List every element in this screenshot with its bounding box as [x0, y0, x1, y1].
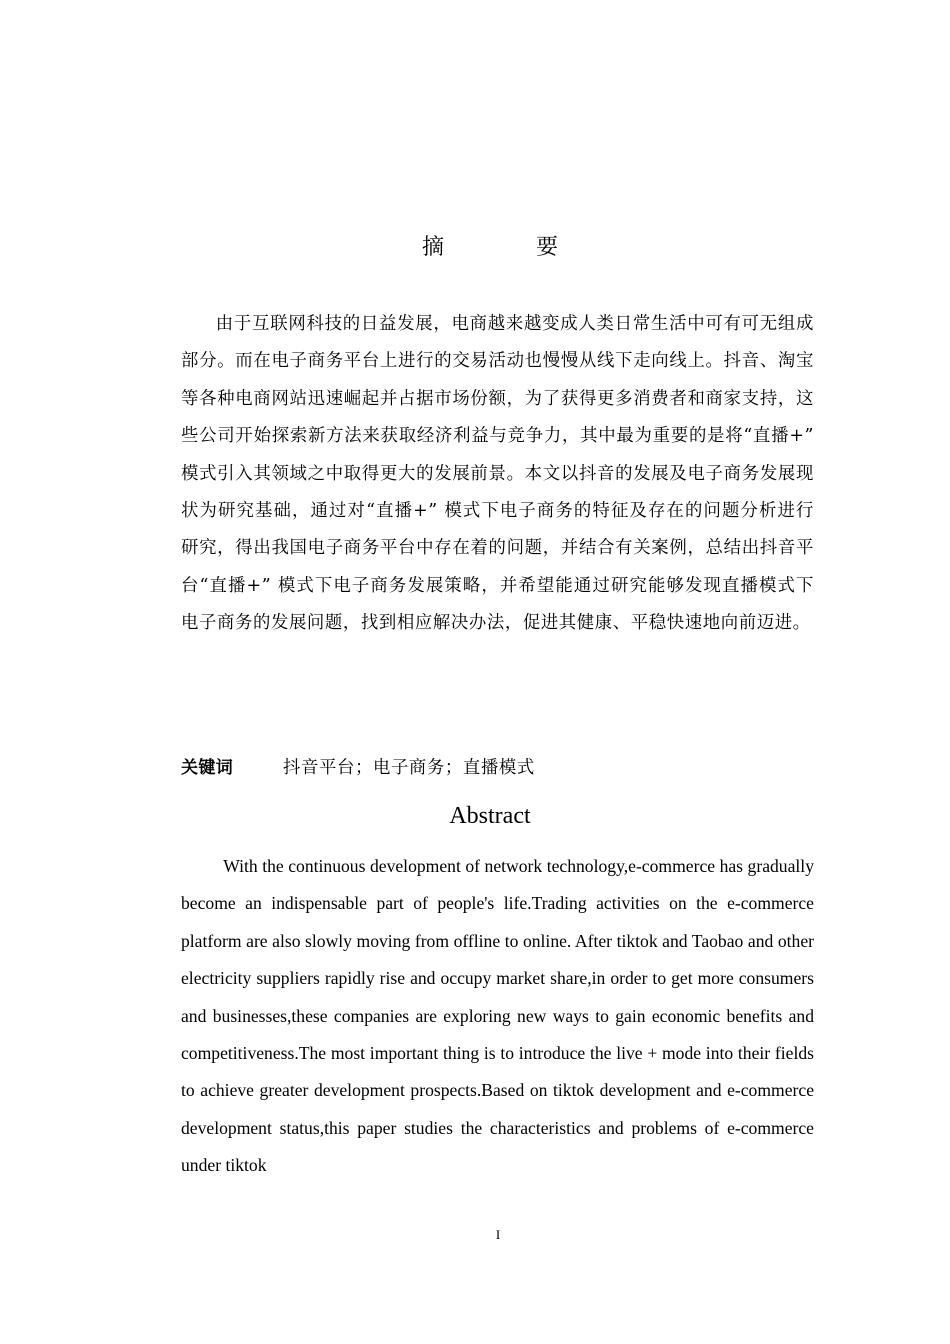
title-char-2: 要 — [536, 235, 559, 260]
english-abstract-body: With the continuous development of network technology,e-commerce has gradually become an indispensable part of people's life.Trading activities on the e-commerce platform are also slowly moving from offline to online. After tiktok and Taobao and other electricity suppliers rapidly rise and occupy market share,in order to get more consumers and businesses,these companies are exploring new ways to gain economic benefits and competitiveness.The most important thing is to introduce the live + mode into their fields to achieve greater development prospects.Based on tiktok development and e-commerce development status,this paper studies the characteristics and problems of e-commerce under tiktok — [181, 856, 814, 1176]
title-char-1: 摘 — [421, 235, 444, 260]
page-number: I — [495, 1227, 501, 1242]
chinese-abstract-title — [0, 232, 950, 264]
keywords-line — [181, 750, 814, 787]
keywords-label: 关键词 — [181, 758, 234, 778]
chinese-abstract-body: 由于互联网科技的日益发展，电商越来越变成人类日常生活中可有可无组成部分。而在电子商务平台上进行的交易活动也慢慢从线下走向线上。抖音、淘宝等各种电商网站迅速崛起并占据市场份额，为了获得更多消费者和商家支持，这些公司开始探索新方法来获取经济利益与竞争力，其中最为重要的是将“直播+” 模式引入其领域之中取得更大的发展前景。本文以抖音的发展及电子商务发展现状为研究基础，通过对“直播+” 模式下电子商务的特征及存在的问题分析进行研究，得出我国电子商务平台中存在着的问题，并结合有关案例，总结出抖音平台“直播+” 模式下电子商务发展策略，并希望能通过研究能够发现直播模式下电子商务的发展问题，找到相应解决办法，促进其健康、平稳快速地向前迈进。 — [181, 314, 814, 634]
keywords-value: 抖音平台；电子商务；直播模式 — [283, 758, 535, 778]
english-abstract-title: Abstract — [449, 803, 531, 829]
